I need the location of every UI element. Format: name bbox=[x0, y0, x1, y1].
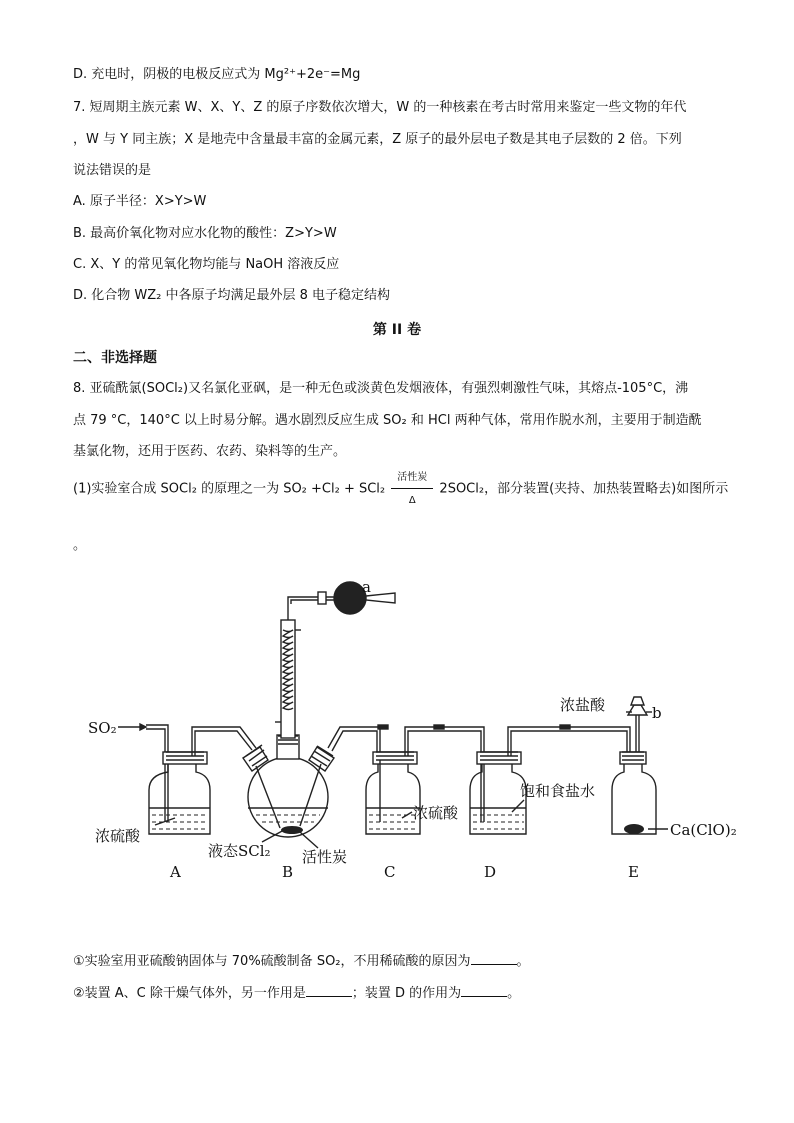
sub-question-2-end: 。 bbox=[507, 986, 521, 1001]
sub-question-2-text-a: ②装置 A、C 除干燥气体外，另一作用是 bbox=[73, 986, 306, 1001]
option-d-prev: D. 充电时，阴极的电极反应式为 Mg²⁺+2e⁻=Mg bbox=[73, 67, 361, 82]
option-c: C. X、Y 的常见氧化物均能与 NaOH 溶液反应 bbox=[73, 257, 340, 272]
equation-products: 2SOCl₂，部分装置(夹持、加热装置略去)如图所示 bbox=[439, 481, 729, 497]
question-8-line2: 点 79 °C，140°C 以上时易分解。遇水剧烈反应生成 SO₂ 和 HCl 两种气体，常用作脱水剂，主要用于制造酰 bbox=[73, 413, 702, 428]
bottle-e-solid-label: Ca(ClO)₂ bbox=[670, 821, 737, 839]
trailing-period: 。 bbox=[73, 538, 87, 553]
bottle-c-liquid-label: 浓硫酸 bbox=[413, 804, 459, 822]
option-d: D. 化合物 WZ₂ 中各原子均满足最外层 8 电子稳定结构 bbox=[73, 288, 391, 303]
bottle-d-liquid-label: 饱和食盐水 bbox=[520, 782, 596, 800]
question-7-line2: ，W 与 Y 同主族；X 是地壳中含量最丰富的金属元素，Z 原子的最外层电子数是其电子层数的 2 倍。下列 bbox=[73, 132, 682, 147]
label-B: B bbox=[282, 863, 294, 881]
question-7-line1: 7. 短周期主族元素 W、X、Y、Z 的原子序数依次增大，W 的一种核素在考古时常用来鉴定一些文物的年代 bbox=[73, 100, 687, 115]
label-D: D bbox=[484, 863, 497, 881]
part-title: 第 II 卷 bbox=[372, 322, 422, 338]
sub-question-2 bbox=[73, 984, 520, 1003]
option-a: A. 原子半径：X>Y>W bbox=[73, 194, 207, 209]
section-title: 二、非选择题 bbox=[73, 350, 157, 366]
funnel-a-label: a bbox=[362, 578, 371, 596]
label-A: A bbox=[170, 863, 181, 881]
answer-blank[interactable] bbox=[461, 984, 507, 997]
apparatus-diagram bbox=[0, 560, 794, 890]
question-7-line3: 说法错误的是 bbox=[73, 163, 152, 178]
reaction-arrow bbox=[391, 472, 433, 506]
bottle-a-liquid-label: 浓硫酸 bbox=[95, 827, 141, 845]
funnel-b-label: b bbox=[652, 704, 662, 722]
conc-hcl-label: 浓盐酸 bbox=[560, 696, 606, 714]
sub-question-1-text: ①实验室用亚硫酸钠固体与 70%硫酸制备 SO₂，不用稀硫酸的原因为 bbox=[73, 954, 471, 969]
sub-question-1-end: 。 bbox=[516, 954, 530, 969]
flask-b-liquid-label: 液态SCl₂ bbox=[208, 842, 271, 860]
heat-symbol: Δ bbox=[408, 495, 416, 506]
question-8-line3: 基氯化物，还用于医药、农药、染料等的生产。 bbox=[73, 444, 347, 459]
so2-label: SO₂ bbox=[88, 719, 117, 737]
answer-blank[interactable] bbox=[306, 984, 352, 997]
reaction-equation bbox=[73, 472, 729, 506]
arrow-line bbox=[391, 488, 433, 489]
option-b: B. 最高价氧化物对应水化物的酸性：Z>Y>W bbox=[73, 226, 337, 241]
catalyst-label: 活性炭 bbox=[397, 472, 428, 483]
sub-question-1 bbox=[73, 952, 530, 971]
sub-question-2-text-b: ；装置 D 的作用为 bbox=[351, 986, 462, 1001]
equation-reactants: (1)实验室合成 SOCl₂ 的原理之一为 SO₂ +Cl₂ + SCl₂ bbox=[73, 481, 386, 497]
answer-blank[interactable] bbox=[471, 952, 517, 965]
flask-b-solid-label: 活性炭 bbox=[302, 848, 348, 866]
question-8-line1: 8. 亚硫酰氯(SOCl₂)又名氯化亚砜，是一种无色或淡黄色发烟液体，有强烈刺激性气味，其熔点-105°C，沸 bbox=[73, 381, 689, 396]
label-C: C bbox=[384, 863, 396, 881]
label-E: E bbox=[628, 863, 639, 881]
